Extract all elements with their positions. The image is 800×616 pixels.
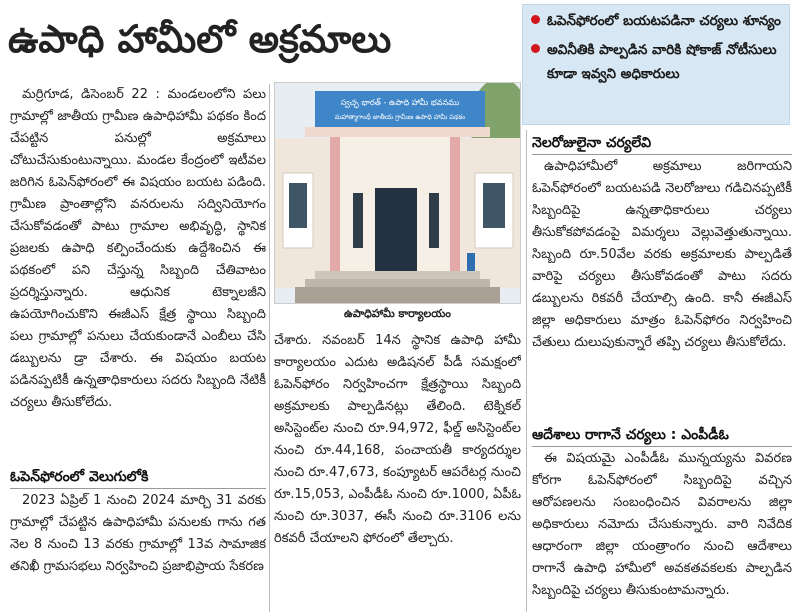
highlight-item [531, 9, 783, 33]
article-headline: ఉపాధి హామీలో అక్రమాలు [8, 17, 392, 61]
building-illustration [275, 83, 520, 303]
middle-column [274, 330, 521, 612]
right-subhead-2: ఆదేశాలు రాగానే చర్యలు : ఎంపీడీఓ [532, 424, 792, 447]
paragraph: చేశారు. నవంబర్ 14న స్థానిక ఉపాధి హామీ కార్యాలయం ఎదుట అడిషనల్ పీడీ సమక్షంలో ఓపెన్‌ఫోరం నిర్వహించగా క్షేత్రస్థాయి సిబ్బంది అక్రమాలకు పాల్పడినట్లు తేలింది. టెక్నికల్ అసిస్టెంట్‌ల నుంచి రూ.94,972, ఫీల్డ్ అసిస్టెంట్‌ల నుంచి రూ.44,168, పంచాయతీ కార్యదర్శుల నుంచి రూ.47,673, కంప్యూటర్ ఆపరేటర్ల నుంచి రూ.15,053, ఎంపీడీఓ నుంచి రూ.1000, ఏపీఓ నుంచి రూ.3037, ఈసీ నుంచి రూ.3106 లను రికవరీ చేయాలని ఫోరంలో తేల్చారు. [274, 333, 521, 546]
column-divider [269, 84, 270, 612]
bullet-dot-icon [531, 15, 540, 24]
building-sign-line1: స్వచ్ఛ భారత్ - ఉపాధి హామీ భవనము [340, 98, 460, 107]
highlight-text: ఓపెన్‌ఫోరంలో బయటపడినా చర్యలు శూన్యం [547, 13, 781, 29]
right-column-para2 [532, 448, 792, 612]
highlight-text: అవినీతికి పాల్పడిన వారికి షోకాజ్ నోటీసులు కూడా ఇవ్వని అధికారులు [547, 42, 777, 82]
photo-caption: ఉపాధిహామీ కార్యాలయం [344, 307, 451, 320]
bullet-dot-icon [531, 44, 540, 53]
highlights-box [522, 4, 790, 125]
paragraph: ఈ విషయమై ఎంపీడీఓ మున్నయ్యను వివరణ కోరగా ఓపెన్‌ఫోరంలో సిబ్బందిపై వచ్చిన ఆరోపణలను సంబంధించిన వివరాలను జిల్లా అధికారులు నమోదు చేసుకున్నారు. వారి నివేదిక ఆధారంగా జిల్లా యంత్రాంగం నుంచి ఆదేశాలు రాగానే ఉపాధి హామీలో అవకతవకలకు పాల్పడిన సిబ్బందిపై చర్యలు తీసుకుంటామన్నారు. [532, 451, 792, 598]
left-subhead: ఓపెన్‌ఫోరంలో వెలుగులోకి [10, 466, 266, 489]
left-column-para2 [10, 490, 266, 612]
right-column-para1 [532, 156, 792, 418]
right-subhead-1: నెలరోజులైనా చర్యలేవి [532, 132, 792, 155]
highlight-item [531, 38, 783, 86]
paragraph: ఉపాధిహామీలో అక్రమాలు జరిగాయని ఓపెన్‌ఫోరంలో బయటపడి నెలరోజులు గడిచినప్పటికీ సిబ్బందిపై ఉన్నతాధికారులు చర్యలు తీసుకోకపోవడంపై విమర్శలు వెల్లువెత్తుతున్నాయి. సిబ్బంది రూ.50వేల వరకు అక్రమాలకు పాల్పడితే వారిపై చర్యలు తీసుకోవడంతో పాటు సదరు డబ్బులను రికవరీ చేయాల్సి ఉంది. కానీ ఈజీఎస్ జిల్లా అధికారులు మాత్రం ఓపెన్‌ఫోరం నిర్వహించి చేతులు దులుపుకున్నారే తప్పి చర్యలు తీసుకోలేదు. [532, 159, 792, 350]
building-sign-line2: మహాత్మాగాంధీ జాతీయ గ్రామీణ ఉపాధి హామీ పథకం [334, 113, 466, 121]
paragraph: 2023 ఏప్రిల్ 1 నుంచి 2024 మార్చి 31 వరకు గ్రామాల్లో చేపట్టిన ఉపాధిహామీ పనులకు గాను గత నెల 8 నుంచి 13 వరకు గ్రామాల్లో 13వ సామాజిక తనిఖీ గ్రామసభలు నిర్వహించి ప్రజాభిప్రాయ సేకరణ [10, 493, 266, 574]
intro-paragraph: మర్రిగూడ, డిసెంబర్ 22 : మండలంలోని పలు గ్రామాల్లో జాతీయ గ్రామీణ ఉపాధిహామీ పథకం కింద చేపట్టిన పనుల్లో అక్రమాలు చోటుచేసుకుంటున్నాయి. మండల కేంద్రంలో ఇటీవల జరిగిన ఓపెన్‌ఫోరంలో ఈ విషయం బయట పడింది. గ్రామీణ ప్రాంతాల్లోని వనరులను సద్వినియోగం చేసుకోవడంతో పాటు గ్రామాల అభివృద్ధి, స్థానిక ప్రజలకు ఉపాధి కల్పించేందుకు ఉద్దేశించిన ఈ పథకంలో పని చేస్తున్న సిబ్బంది చేతివాటం ప్రదర్శిస్తున్నారు. ఆధునిక టెక్నాలజీని ఉపయోగించుకొని ఈజీఎస్ క్షేత్ర స్థాయి సిబ్బంది పలు గ్రామాల్లో పనులు చేయకుండానే ఎంబీలు చేసి డబ్బులను డ్రా చేశారు. ఈ విషయం బయట పడినప్పటికీ ఉన్నతాధికారులు సదరు సిబ్బంది నేటికీ చర్యలు తీసుకోలేదు. [10, 87, 266, 410]
office-building-photo [274, 82, 521, 304]
left-column-intro [10, 84, 266, 464]
column-divider [526, 130, 527, 612]
